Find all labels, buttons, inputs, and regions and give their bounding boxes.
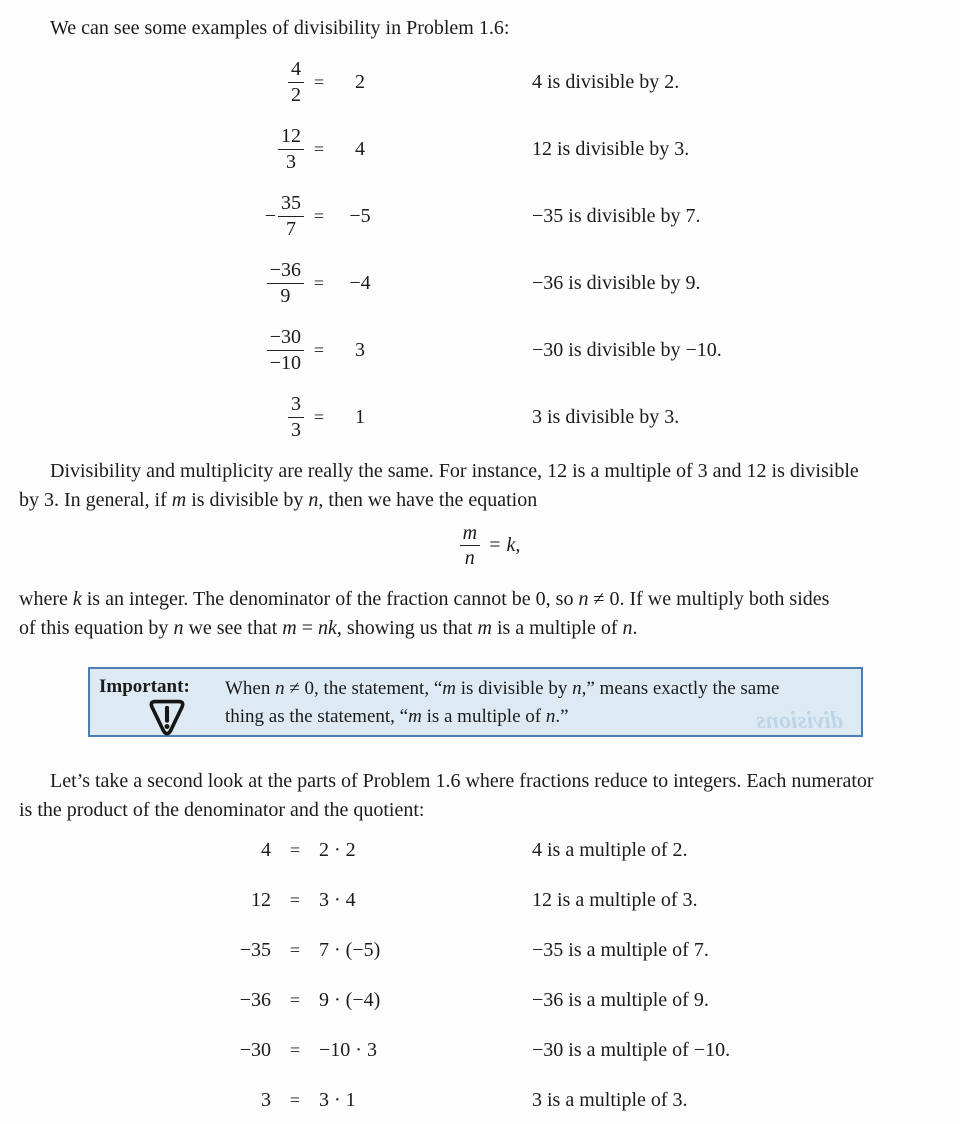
- multiple-example-list: [19, 825, 941, 1124]
- important-text-line: thing as the statement, “m is a multiple of n.”: [225, 706, 569, 727]
- fraction-expression: [19, 258, 304, 309]
- multiple-note: −35 is a multiple of 7.: [532, 938, 709, 961]
- fraction-denominator: 3: [286, 151, 296, 173]
- bleed-through-text: divisions: [756, 708, 843, 734]
- equals-sign: =: [313, 273, 325, 293]
- multiple-note: 4 is a multiple of 2.: [532, 838, 688, 861]
- paragraph-line: of this equation by n we see that m = nk, showing us that m is a multiple of n.: [19, 617, 638, 639]
- fraction-denominator: 2: [291, 84, 301, 106]
- equals-sign: =: [313, 340, 325, 360]
- divisibility-example-list: [19, 49, 941, 451]
- quotient-value: 1: [355, 406, 365, 428]
- divisibility-example-row: [19, 183, 941, 250]
- fraction-expression: [19, 325, 304, 376]
- paragraph-line: We can see some examples of divisibility in Problem 1.6:: [50, 17, 510, 39]
- fraction-denominator: 3: [291, 419, 301, 441]
- intro-paragraph: [19, 14, 941, 43]
- important-text-line: When n ≠ 0, the statement, “m is divisible by n,” means exactly the same: [225, 678, 780, 699]
- product-right-side: 2 · 2: [319, 838, 356, 861]
- fraction: [460, 521, 480, 570]
- fraction-numerator: 4: [288, 57, 304, 83]
- fraction-expression: [19, 191, 304, 242]
- paragraph-line: where k is an integer. The denominator of the fraction cannot be 0, so n ≠ 0. If we multiply both sides: [19, 588, 830, 610]
- warning-icon: [146, 697, 188, 743]
- multiple-example-row: [19, 1025, 941, 1075]
- fraction-expression: [19, 57, 304, 108]
- paragraph-line: Let’s take a second look at the parts of Problem 1.6 where fractions reduce to integers. Each numerator: [50, 770, 874, 792]
- divisibility-note: −35 is divisible by 7.: [532, 205, 701, 227]
- divisibility-example-row: [19, 250, 941, 317]
- fraction-expression: [19, 124, 304, 175]
- product-left-side: −36: [239, 988, 271, 1011]
- equals-sign: =: [289, 1039, 301, 1060]
- fraction: [267, 258, 304, 309]
- important-box-label-column: [90, 675, 225, 735]
- equals-sign: =: [289, 989, 301, 1010]
- quotient-value: 2: [355, 71, 365, 93]
- important-callout-box: [88, 667, 863, 737]
- fraction-numerator: 12: [278, 124, 304, 150]
- fraction-denominator: 7: [286, 218, 296, 240]
- fraction-numerator: m: [460, 521, 480, 546]
- fraction-numerator: 3: [288, 392, 304, 418]
- quotient-value: 4: [355, 138, 365, 160]
- divisibility-multiplicity-paragraph: [19, 457, 941, 515]
- divisibility-example-row: [19, 49, 941, 116]
- multiple-note: −36 is a multiple of 9.: [532, 988, 709, 1011]
- fraction-expression: [19, 392, 304, 443]
- equals-sign: =: [313, 139, 325, 159]
- product-left-side: −30: [239, 1038, 271, 1061]
- multiple-example-row: [19, 1075, 941, 1124]
- fraction: [267, 325, 304, 376]
- multiple-note: −30 is a multiple of −10.: [532, 1038, 731, 1061]
- product-left-side: 3: [261, 1088, 271, 1111]
- fraction-denominator: 9: [280, 285, 291, 307]
- equals-sign: =: [313, 407, 325, 427]
- fraction: [278, 191, 304, 242]
- paragraph-line: is the product of the denominator and the quotient:: [19, 799, 425, 821]
- equation-right-side: = k,: [488, 533, 521, 556]
- divisibility-note: −36 is divisible by 9.: [532, 272, 701, 294]
- fraction: [278, 124, 304, 175]
- fraction-sign: −: [264, 205, 276, 227]
- quotient-value: −4: [349, 272, 371, 294]
- fraction: [288, 57, 304, 108]
- multiple-example-row: [19, 875, 941, 925]
- equals-sign: =: [313, 206, 325, 226]
- equals-sign: =: [289, 889, 301, 910]
- important-label: Important:: [99, 676, 190, 697]
- second-look-paragraph: [19, 767, 941, 825]
- quotient-value: 3: [355, 339, 365, 361]
- paragraph-line: Divisibility and multiplicity are really the same. For instance, 12 is a multiple of 3 and 12 is divisible: [50, 460, 859, 482]
- product-right-side: 9 · (−4): [319, 988, 381, 1011]
- equals-sign: =: [289, 839, 301, 860]
- equals-sign: =: [289, 939, 301, 960]
- fraction-numerator: −30: [267, 325, 304, 351]
- quotient-value: −5: [349, 205, 371, 227]
- fraction: [288, 392, 304, 443]
- multiple-note: 3 is a multiple of 3.: [532, 1088, 688, 1111]
- product-left-side: 12: [251, 888, 271, 911]
- fraction-numerator: −36: [267, 258, 304, 284]
- equals-sign: =: [313, 72, 325, 92]
- fraction-denominator: n: [464, 546, 475, 569]
- product-right-side: 3 · 1: [319, 1088, 356, 1111]
- divisibility-note: 3 is divisible by 3.: [532, 406, 680, 428]
- divisibility-example-row: [19, 317, 941, 384]
- product-left-side: −35: [239, 938, 271, 961]
- multiple-example-row: [19, 825, 941, 875]
- fraction-numerator: 35: [278, 191, 304, 217]
- integer-k-paragraph: [19, 585, 941, 643]
- fraction-denominator: −10: [269, 352, 301, 374]
- multiple-example-row: [19, 925, 941, 975]
- equals-sign: =: [289, 1089, 301, 1110]
- divisibility-note: 12 is divisible by 3.: [532, 138, 690, 160]
- product-right-side: 7 · (−5): [319, 938, 381, 961]
- multiple-note: 12 is a multiple of 3.: [532, 888, 698, 911]
- divisibility-example-row: [19, 116, 941, 183]
- product-right-side: −10 · 3: [319, 1038, 377, 1061]
- multiple-example-row: [19, 975, 941, 1025]
- display-equation: [19, 517, 941, 573]
- divisibility-note: 4 is divisible by 2.: [532, 71, 680, 93]
- divisibility-note: −30 is divisible by −10.: [532, 339, 722, 361]
- important-box-text: [225, 675, 779, 735]
- paragraph-line: by 3. In general, if m is divisible by n, then we have the equation: [19, 489, 538, 511]
- divisibility-example-row: [19, 384, 941, 451]
- product-left-side: 4: [261, 838, 271, 861]
- product-right-side: 3 · 4: [319, 888, 356, 911]
